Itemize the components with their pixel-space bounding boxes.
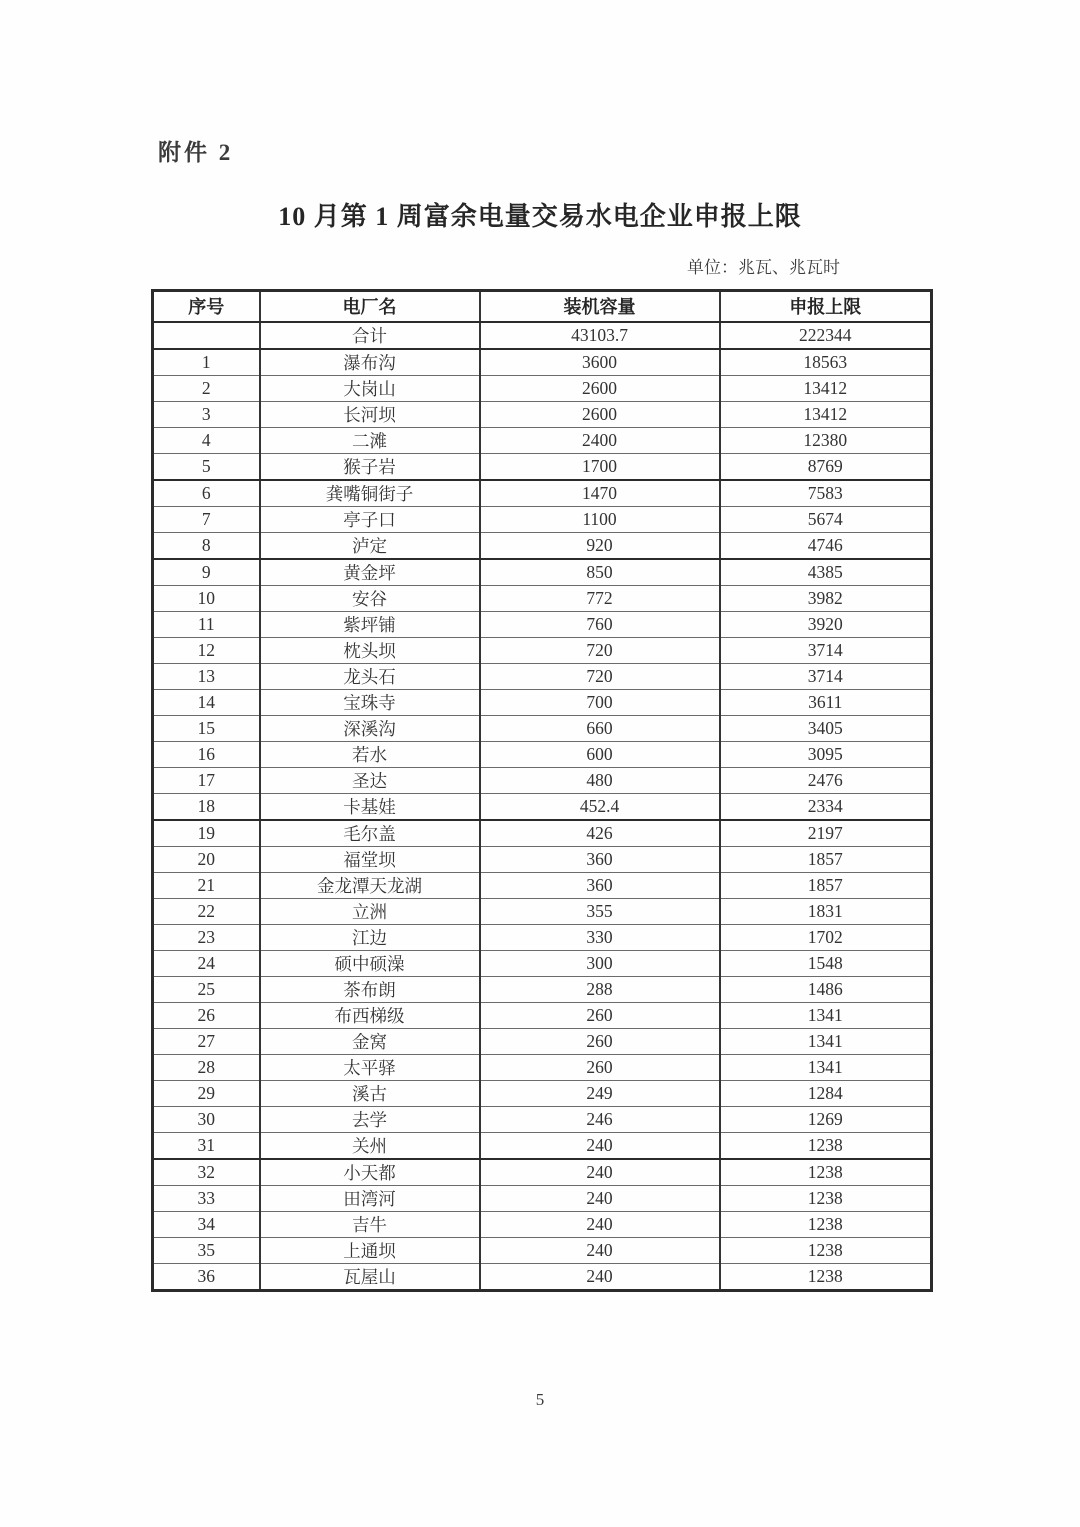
- row-number: 32: [153, 1159, 260, 1186]
- declaration-limit: 1341: [720, 1054, 932, 1080]
- row-number: 9: [153, 559, 260, 586]
- table-row: [153, 375, 932, 401]
- installed-capacity: 240: [480, 1185, 720, 1211]
- installed-capacity: 260: [480, 1028, 720, 1054]
- declaration-limit: 3611: [720, 689, 932, 715]
- declaration-limit: 13412: [720, 375, 932, 401]
- table-row: [153, 767, 932, 793]
- total-row: [153, 322, 932, 349]
- installed-capacity: 760: [480, 611, 720, 637]
- attachment-label: 附件 2: [158, 140, 234, 165]
- declaration-limit: 8769: [720, 453, 932, 480]
- table-row: [153, 1028, 932, 1054]
- installed-capacity: 249: [480, 1080, 720, 1106]
- table-row: [153, 1211, 932, 1237]
- row-number: 30: [153, 1106, 260, 1132]
- row-number: 26: [153, 1002, 260, 1028]
- table-row: [153, 453, 932, 480]
- installed-capacity: 920: [480, 532, 720, 559]
- plant-name: 深溪沟: [260, 715, 480, 741]
- table-row: [153, 1054, 932, 1080]
- declaration-limit: 1548: [720, 950, 932, 976]
- table-row: [153, 637, 932, 663]
- table-row: [153, 924, 932, 950]
- row-number: 28: [153, 1054, 260, 1080]
- installed-capacity: 1470: [480, 480, 720, 507]
- declaration-limit: 1857: [720, 872, 932, 898]
- declaration-limit: 3714: [720, 637, 932, 663]
- plant-name: 瀑布沟: [260, 349, 480, 376]
- plant-name: 泸定: [260, 532, 480, 559]
- table-row: [153, 950, 932, 976]
- plant-name: 茶布朗: [260, 976, 480, 1002]
- total-installed-capacity: 43103.7: [480, 322, 720, 349]
- row-number: 6: [153, 480, 260, 507]
- plant-name: 圣达: [260, 767, 480, 793]
- row-number: 17: [153, 767, 260, 793]
- declaration-limit: 2334: [720, 793, 932, 820]
- installed-capacity: 720: [480, 637, 720, 663]
- table-row: [153, 1106, 932, 1132]
- plant-name: 猴子岩: [260, 453, 480, 480]
- plant-name: 吉牛: [260, 1211, 480, 1237]
- declaration-limit: 1702: [720, 924, 932, 950]
- row-number: 14: [153, 689, 260, 715]
- row-number: 23: [153, 924, 260, 950]
- plant-name: 安谷: [260, 585, 480, 611]
- row-number: 19: [153, 820, 260, 847]
- total-label: 合计: [260, 322, 480, 349]
- plant-name: 小天都: [260, 1159, 480, 1186]
- installed-capacity: 2600: [480, 401, 720, 427]
- plant-name: 瓦屋山: [260, 1263, 480, 1290]
- plant-name: 二滩: [260, 427, 480, 453]
- table-row: [153, 1132, 932, 1159]
- declaration-limit: 12380: [720, 427, 932, 453]
- installed-capacity: 240: [480, 1132, 720, 1159]
- row-number: 21: [153, 872, 260, 898]
- unit-note: 单位：兆瓦、兆瓦时: [687, 258, 840, 277]
- plant-name: 布西梯级: [260, 1002, 480, 1028]
- table-row: [153, 715, 932, 741]
- plant-name: 太平驿: [260, 1054, 480, 1080]
- table-row: [153, 559, 932, 586]
- plant-name: 龚嘴铜街子: [260, 480, 480, 507]
- installed-capacity: 260: [480, 1054, 720, 1080]
- plant-name: 大岗山: [260, 375, 480, 401]
- header-plant-name: 电厂名: [260, 291, 480, 322]
- declaration-limit: 18563: [720, 349, 932, 376]
- declaration-limit: 4746: [720, 532, 932, 559]
- installed-capacity: 772: [480, 585, 720, 611]
- table-body: [153, 322, 932, 1291]
- declaration-limit: 1238: [720, 1132, 932, 1159]
- row-number: 25: [153, 976, 260, 1002]
- row-number: 11: [153, 611, 260, 637]
- installed-capacity: 426: [480, 820, 720, 847]
- declaration-limit: 7583: [720, 480, 932, 507]
- table-row: [153, 401, 932, 427]
- row-number: 15: [153, 715, 260, 741]
- table-row: [153, 427, 932, 453]
- header-installed-capacity: 装机容量: [480, 291, 720, 322]
- declaration-limit: 1284: [720, 1080, 932, 1106]
- row-number: 3: [153, 401, 260, 427]
- installed-capacity: 240: [480, 1237, 720, 1263]
- installed-capacity: 3600: [480, 349, 720, 376]
- plant-name: 关州: [260, 1132, 480, 1159]
- row-number: 16: [153, 741, 260, 767]
- plant-name: 黄金坪: [260, 559, 480, 586]
- declaration-limit: 1341: [720, 1028, 932, 1054]
- total-row-number-cell: [153, 322, 260, 349]
- table-row: [153, 1185, 932, 1211]
- installed-capacity: 360: [480, 872, 720, 898]
- declaration-limit: 1269: [720, 1106, 932, 1132]
- table-row: [153, 1237, 932, 1263]
- installed-capacity: 452.4: [480, 793, 720, 820]
- table-row: [153, 349, 932, 376]
- declaration-limit: 1857: [720, 846, 932, 872]
- installed-capacity: 300: [480, 950, 720, 976]
- plant-name: 卡基娃: [260, 793, 480, 820]
- installed-capacity: 720: [480, 663, 720, 689]
- row-number: 1: [153, 349, 260, 376]
- installed-capacity: 600: [480, 741, 720, 767]
- declaration-limit: 1238: [720, 1263, 932, 1290]
- row-number: 27: [153, 1028, 260, 1054]
- table-row: [153, 611, 932, 637]
- row-number: 7: [153, 506, 260, 532]
- table-row: [153, 689, 932, 715]
- row-number: 12: [153, 637, 260, 663]
- table-row: [153, 1002, 932, 1028]
- total-declaration-limit: 222344: [720, 322, 932, 349]
- declaration-limit: 1238: [720, 1185, 932, 1211]
- installed-capacity: 260: [480, 1002, 720, 1028]
- declaration-limit: 3982: [720, 585, 932, 611]
- installed-capacity: 240: [480, 1159, 720, 1186]
- installed-capacity: 2400: [480, 427, 720, 453]
- installed-capacity: 1100: [480, 506, 720, 532]
- row-number: 13: [153, 663, 260, 689]
- plant-name: 宝珠寺: [260, 689, 480, 715]
- row-number: 34: [153, 1211, 260, 1237]
- declaration-limit: 3714: [720, 663, 932, 689]
- row-number: 35: [153, 1237, 260, 1263]
- row-number: 5: [153, 453, 260, 480]
- declaration-limit: 13412: [720, 401, 932, 427]
- declaration-limit: 1486: [720, 976, 932, 1002]
- installed-capacity: 850: [480, 559, 720, 586]
- declaration-limit: 3095: [720, 741, 932, 767]
- plant-name: 田湾河: [260, 1185, 480, 1211]
- header-row-number: 序号: [153, 291, 260, 322]
- declaration-limit: 1238: [720, 1211, 932, 1237]
- table-header-row: [153, 291, 932, 322]
- installed-capacity: 360: [480, 846, 720, 872]
- table-row: [153, 846, 932, 872]
- installed-capacity: 330: [480, 924, 720, 950]
- table-row: [153, 793, 932, 820]
- table-row: [153, 663, 932, 689]
- row-number: 8: [153, 532, 260, 559]
- declaration-limit: 5674: [720, 506, 932, 532]
- row-number: 36: [153, 1263, 260, 1290]
- table-row: [153, 506, 932, 532]
- plant-name: 江边: [260, 924, 480, 950]
- plant-name: 福堂坝: [260, 846, 480, 872]
- page-number: 5: [535, 1390, 545, 1409]
- table-row: [153, 976, 932, 1002]
- table-row: [153, 898, 932, 924]
- installed-capacity: 1700: [480, 453, 720, 480]
- table-row: [153, 872, 932, 898]
- plant-name: 毛尔盖: [260, 820, 480, 847]
- plant-name: 金窝: [260, 1028, 480, 1054]
- declaration-limit: 1341: [720, 1002, 932, 1028]
- installed-capacity: 240: [480, 1263, 720, 1290]
- installed-capacity: 355: [480, 898, 720, 924]
- table-row: [153, 741, 932, 767]
- row-number: 29: [153, 1080, 260, 1106]
- plant-name: 紫坪铺: [260, 611, 480, 637]
- plant-table: [151, 289, 933, 1292]
- declaration-limit: 2476: [720, 767, 932, 793]
- table-row: [153, 585, 932, 611]
- declaration-limit: 1238: [720, 1159, 932, 1186]
- declaration-limit: 1831: [720, 898, 932, 924]
- declaration-limit: 3920: [720, 611, 932, 637]
- installed-capacity: 240: [480, 1211, 720, 1237]
- declaration-limit: 3405: [720, 715, 932, 741]
- plant-name: 龙头石: [260, 663, 480, 689]
- row-number: 31: [153, 1132, 260, 1159]
- plant-name: 金龙潭天龙湖: [260, 872, 480, 898]
- installed-capacity: 480: [480, 767, 720, 793]
- installed-capacity: 660: [480, 715, 720, 741]
- plant-name: 亭子口: [260, 506, 480, 532]
- row-number: 4: [153, 427, 260, 453]
- plant-name: 长河坝: [260, 401, 480, 427]
- plant-name: 若水: [260, 741, 480, 767]
- plant-name: 枕头坝: [260, 637, 480, 663]
- row-number: 10: [153, 585, 260, 611]
- row-number: 22: [153, 898, 260, 924]
- installed-capacity: 246: [480, 1106, 720, 1132]
- plant-name: 溪古: [260, 1080, 480, 1106]
- page-title: 10 月第 1 周富余电量交易水电企业申报上限: [278, 202, 802, 231]
- table-row: [153, 1159, 932, 1186]
- row-number: 20: [153, 846, 260, 872]
- header-declaration-limit: 申报上限: [720, 291, 932, 322]
- installed-capacity: 2600: [480, 375, 720, 401]
- row-number: 33: [153, 1185, 260, 1211]
- plant-name: 硕中硕澡: [260, 950, 480, 976]
- plant-name: 立洲: [260, 898, 480, 924]
- plant-name: 去学: [260, 1106, 480, 1132]
- table-row: [153, 1263, 932, 1290]
- table-row: [153, 480, 932, 507]
- row-number: 2: [153, 375, 260, 401]
- declaration-limit: 2197: [720, 820, 932, 847]
- declaration-limit: 4385: [720, 559, 932, 586]
- installed-capacity: 700: [480, 689, 720, 715]
- table-row: [153, 820, 932, 847]
- table-row: [153, 532, 932, 559]
- plant-name: 上通坝: [260, 1237, 480, 1263]
- table-row: [153, 1080, 932, 1106]
- row-number: 24: [153, 950, 260, 976]
- declaration-limit: 1238: [720, 1237, 932, 1263]
- row-number: 18: [153, 793, 260, 820]
- installed-capacity: 288: [480, 976, 720, 1002]
